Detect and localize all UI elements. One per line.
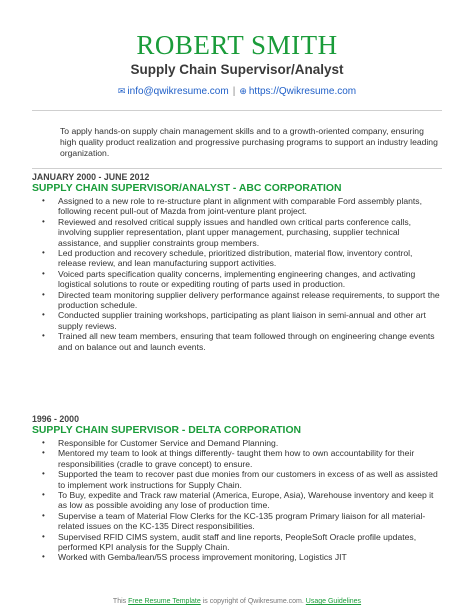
list-item: • Directed team monitoring supplier delivery performance against release requirements, to support the production schedule. bbox=[42, 289, 440, 311]
job-dates: JANUARY 2000 - JUNE 2012 bbox=[32, 172, 150, 182]
globe-icon: ⊕ bbox=[239, 86, 247, 96]
bullet-icon: • bbox=[42, 552, 45, 562]
list-item: • Voiced parts specification quality concerns, implementing engineering changes, and activating logistical solutions to route or expediting routing of parts used in production. bbox=[42, 268, 416, 290]
list-item: • Assigned to a new role to re-structure plant in alignment with comparable Ford assembly plants, following recent pull-out of Mazda from joint-venture plant project. bbox=[42, 196, 422, 217]
list-item: • Supervise a team of Material Flow Clerks for the KC-135 program Primary liaison for all material-related issues on the KC-135 Direct responsibilities. bbox=[42, 510, 426, 532]
list-item: • Trained all new team members, ensuring that team followed through on engineering change events and on balance out and launch events. bbox=[42, 331, 435, 352]
bullet-icon: • bbox=[42, 531, 45, 541]
bullet-icon: • bbox=[42, 216, 45, 226]
footer-middle: is copyright of Qwikresume.com. bbox=[202, 598, 304, 605]
job-entry bbox=[32, 414, 442, 563]
contact-line bbox=[0, 84, 474, 99]
job-title: SUPPLY CHAIN SUPERVISOR/ANALYST - ABC CORPORATION bbox=[32, 183, 342, 194]
list-item: • Supported the team to recover past due monies from our customers in excess of as well as assisted to implement work instructions for Supply Chain. bbox=[42, 469, 438, 490]
job-bullets bbox=[32, 438, 442, 563]
job-title: SUPPLY CHAIN SUPERVISOR - DELTA CORPORATION bbox=[32, 425, 302, 436]
list-item: • Conducted supplier training workshops, participating as plant liaison in semi-annual and other art supply reviews. bbox=[42, 310, 426, 331]
list-item: • Led production and recovery schedule, prioritized distribution, material flow, inventory control, release review, and lean manufacturing support activities. bbox=[42, 248, 413, 269]
candidate-role: Supply Chain Supervisor/Analyst bbox=[130, 62, 344, 77]
website-link[interactable]: https://Qwikresume.com bbox=[248, 86, 357, 97]
list-item: • Supervised RFID CIMS system, audit staff and line reports, PeopleSoft Oracle profile updates, performed KPI analysis for the Supply Chain. bbox=[42, 531, 417, 553]
bullet-icon: • bbox=[42, 438, 45, 447]
bullet-icon: • bbox=[42, 469, 45, 479]
list-item: • To Buy, expedite and Track raw material (America, Europe, Asia), Warehouse inventory and keep it as low as possible avoiding any lose of production time. bbox=[42, 490, 434, 511]
free-template-link[interactable]: Free Resume Template bbox=[128, 598, 201, 605]
email-link[interactable]: info@qwikresume.com bbox=[127, 86, 229, 97]
usage-guidelines-link[interactable]: Usage Guidelines bbox=[305, 598, 362, 605]
bullet-icon: • bbox=[42, 268, 45, 278]
bullet-icon: • bbox=[42, 196, 45, 205]
list-item: • Responsible for Customer Service and Demand Planning. bbox=[42, 438, 279, 448]
bullet-icon: • bbox=[42, 448, 45, 458]
header-divider bbox=[32, 110, 442, 111]
summary-divider bbox=[32, 168, 442, 169]
bullet-icon: • bbox=[42, 248, 45, 258]
list-item: • Mentored my team to look at things differently- taught them how to own accountability for their responsibilities (cradle to grave concept) to ensure. bbox=[42, 448, 415, 469]
envelope-icon: ✉ bbox=[117, 86, 126, 96]
footer-prefix: This bbox=[112, 598, 127, 605]
footer-copyright bbox=[0, 597, 474, 607]
bullet-icon: • bbox=[42, 331, 45, 341]
summary-text: To apply hands-on supply chain management skills and to a growth-oriented company, ensuring high quality product realization and progressive purchasing programs to support an industry leading organization. bbox=[60, 126, 438, 158]
job-entry bbox=[32, 172, 442, 352]
contact-separator: | bbox=[232, 86, 236, 97]
list-item: • Reviewed and resolved critical supply issues and handled own critical parts conference calls, involving supplier representation, plant upper management, purchasing, supplier technical assistance, and supplier constraints group members. bbox=[42, 216, 412, 248]
job-dates: 1996 - 2000 bbox=[32, 414, 79, 424]
bullet-icon: • bbox=[42, 510, 45, 520]
list-item: • Worked with Gemba/lean/5S process improvement monitoring, Logistics JIT bbox=[42, 552, 347, 563]
candidate-name: ROBERT SMITH bbox=[136, 30, 338, 60]
bullet-icon: • bbox=[42, 310, 45, 320]
job-bullets bbox=[32, 196, 442, 352]
bullet-icon: • bbox=[42, 289, 45, 299]
bullet-icon: • bbox=[42, 490, 45, 500]
